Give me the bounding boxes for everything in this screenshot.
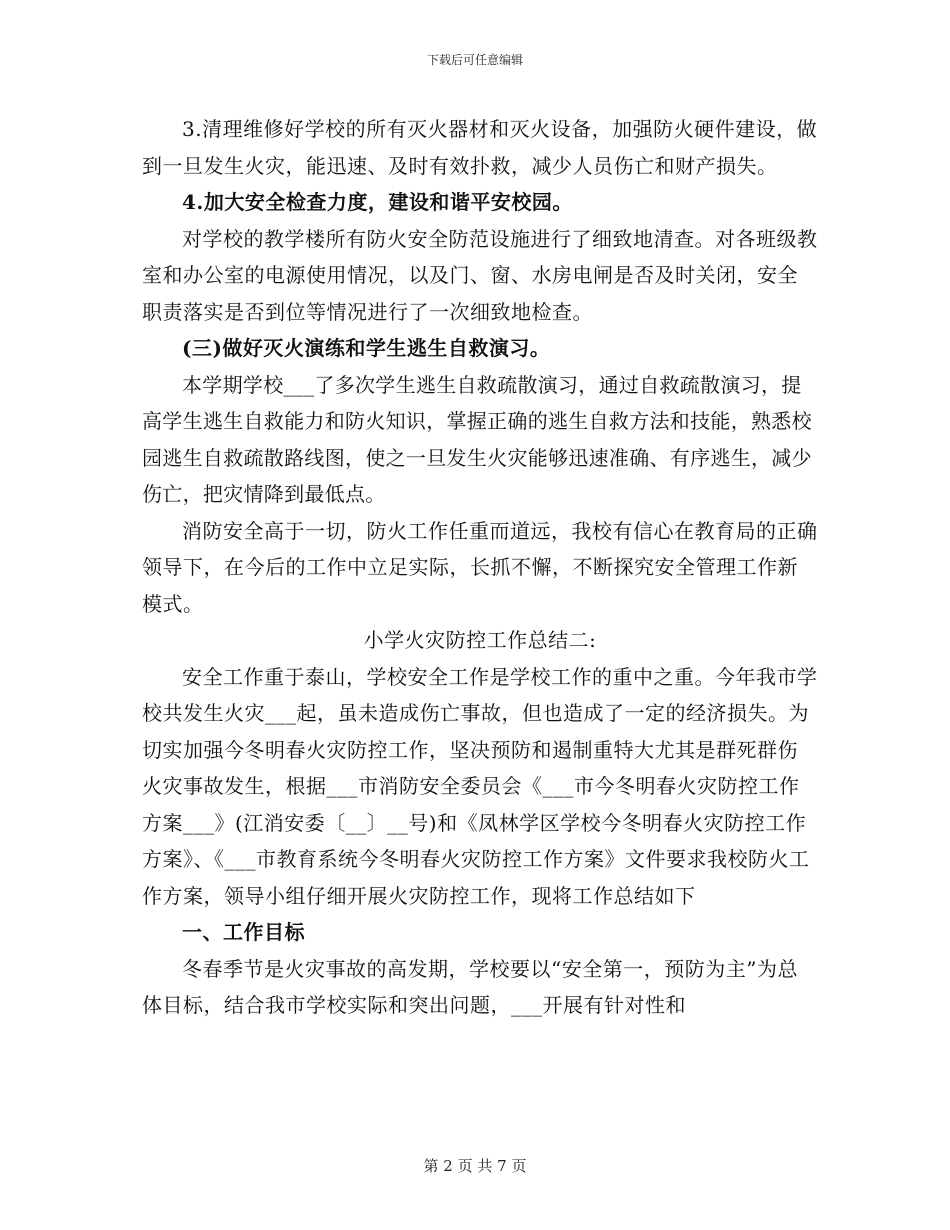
- heading-drills: (三)做好灭火演练和学生逃生自救演习。: [182, 336, 551, 360]
- paragraph-drills-details: 本学期学校___了多次学生逃生自救疏散演习，通过自救疏散演习，提高学生逃生自救能力和防火知识，掌握正确的逃生自救方法和技能，熟悉校园逃生自救疏散路线图，使之一旦发生火灾能够迅速准确、有序逃生，减少伤亡，把灾情降到最低点。: [142, 372, 812, 506]
- paragraph-summary-intro: 安全工作重于泰山，学校安全工作是学校工作的重中之重。今年我市学校共发生火灾___起，虽未造成伤亡事故，但也造成了一定的经济损失。为切实加强今冬明春火灾防控工作，坚决预防和遏制重特大尤其是群死群伤火灾事故发生，根据___市消防安全委员会《___市今冬明春火灾防控工作方案___》(江消安委〔__〕__号)和《凤林学区学校今冬明春火灾防控工作方案》、《___市教育系统今冬明春火灾防控工作方案》文件要求我校防火工作方案，领导小组仔细开展火灾防控工作，现将工作总结如下: [142, 664, 818, 908]
- paragraph-inspection-details: 对学校的教学楼所有防火安全防范设施进行了细致地清查。对各班级教室和办公室的电源使用情况，以及门、窗、水房电闸是否及时关闭，安全职责落实是否到位等情况进行了一次细致地检查。: [142, 226, 818, 324]
- paragraph-work-goals: 冬春季节是火灾事故的高发期，学校要以“安全第一，预防为主”为总体目标，结合我市学校实际和突出问题，___开展有针对性和: [142, 956, 798, 1017]
- section-title-summary-two: 小学火灾防控工作总结二:: [363, 628, 597, 652]
- heading-work-goals: 一、工作目标: [182, 920, 305, 944]
- paragraph-fire-equipment: 3.清理维修好学校的所有灭火器材和灭火设备，加强防火硬件建设，做到一旦发生火灾，能迅速、及时有效扑救，减少人员伤亡和财产损失。: [142, 117, 818, 178]
- paragraph-conclusion: 消防安全高于一切，防火工作任重而道远，我校有信心在教育局的正确领导下，在今后的工作中立足实际，长抓不懈，不断探究安全管理工作新模式。: [142, 518, 818, 616]
- page-header-note: 下载后可任意编辑: [426, 53, 523, 67]
- page-number: 第 2 页 共 7 页: [423, 1157, 527, 1175]
- heading-safety-inspection: 4.加大安全检查力度，建设和谐平安校园。: [182, 190, 573, 214]
- document-body: [142, 111, 818, 1024]
